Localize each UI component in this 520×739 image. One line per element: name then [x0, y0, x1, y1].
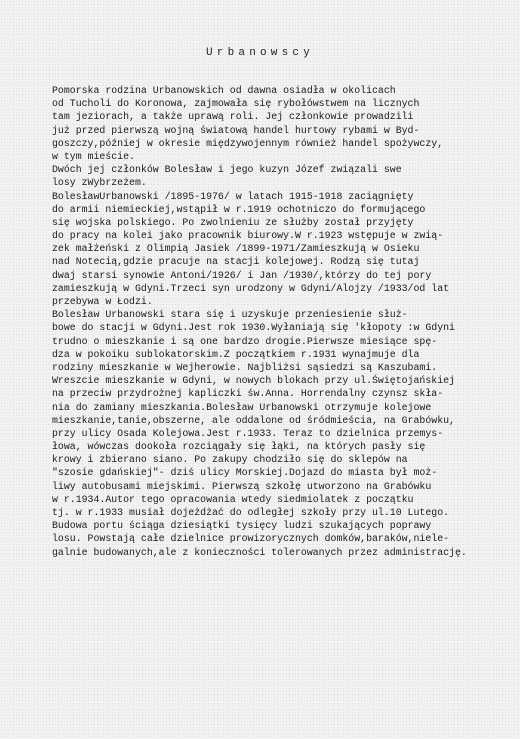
text-line: przebywa w Łodzi.	[52, 296, 153, 307]
text-line: bowe do stacji w Gdyni.Jest rok 1930.Wyłaniają się 'kłopoty :w Gdyni	[52, 322, 455, 334]
text-line: losy zWybrzeżem.	[52, 177, 147, 189]
text-line: Pomorska rodzina Urbanowskich od dawna osiadła w okolicach	[52, 85, 396, 96]
text-line: się wojska polskiego. Po zwolnieniu ze służby został przyjęty	[52, 216, 414, 228]
text-line: przy ulicy Osada Kolejowa.Jest r.1933. Teraz to dzielnica przemys-	[52, 427, 444, 439]
text-line: tj. w r.1933 musiał dojeżdżać do odległej szkoły przy ul.10 Lutego.	[52, 507, 450, 518]
text-line: tam jeziorach, a także uprawą roli. Jej członkowie prowadzili	[52, 111, 414, 123]
text-line: liwy autobusami miejskimi. Pierwszą szkołę utworzono na Grabówku	[52, 480, 432, 492]
text-line: "szosie gdańskiej"- dziś ulicy Morskiej.Dojazd do miasta był moż-	[52, 467, 438, 479]
text-line: do pracy na kolei jako pracownik biurowy.W r.1923 wstępuje w zwią-	[52, 230, 444, 242]
text-line: od Tucholi do Koronowa, zajmowała się rybołówstwem na licznych	[52, 98, 420, 110]
text-line: galnie budowanych,ale z konieczności tolerowanych przez administrację.	[52, 546, 467, 558]
text-line: zamieszkują w Gdyni.Trzeci syn urodzony w Gdyni/Alojzy /1933/od lat	[52, 282, 450, 294]
text-line: nad Notecią,gdzie pracuje na stacji kolejowej. Rodzą się tutaj	[52, 256, 420, 268]
text-line: w r.1934.Autor tego opracowania wtedy siedmiolatek z początku	[52, 493, 414, 505]
text-line: losu. Powstają całe dzielnice prowizorycznych domków,baraków,niele-	[52, 533, 450, 545]
document-body	[52, 84, 512, 559]
text-line: goszczy,później w okresie międzywojennym również handel spożywczy,	[52, 137, 444, 149]
text-line: na przeciw przydrożnej kapliczki św.Anna. Horrendalny czynsz skła-	[52, 388, 444, 400]
text-line: BolesławUrbanowski /1895-1976/ w latach 1915-1918 zaciągnięty	[52, 190, 414, 202]
text-line: dza w pokoiku sublokatorskim.Z początkiem r.1931 wynajmuje dla	[52, 348, 420, 360]
document-title: Urbanowscy	[205, 47, 314, 59]
text-line: łowa, wówczas dookoła rozciągały się łąki, na których pasły się	[52, 441, 426, 453]
text-line: Budowa portu ściąga dziesiątki tysięcy ludzi szukających poprawy	[52, 520, 432, 532]
text-line: w tym mieście.	[52, 150, 135, 162]
text-line: już przed pierwszą wojną światową handel hurtowy rybami w Byd-	[52, 124, 420, 136]
text-line: Bolesław Urbanowski stara się i uzyskuje przeniesienie służ-	[52, 309, 408, 321]
text-line: Dwóch jej członków Bolesław i jego kuzyn Józef związali swe	[52, 164, 402, 176]
text-line: Wreszcie mieszkanie w Gdyni, w nowych blokach przy ul.Świętojańskiej	[52, 375, 455, 387]
text-line: rodziny mieszkanie w Wejherowie. Najbliżsi sąsiedzi są Kaszubami.	[52, 361, 438, 373]
text-line: trudno o mieszkanie i są one bardzo drogie.Pierwsze miesiące spę-	[52, 335, 438, 347]
text-line: mieszkanie,tanie,obszerne, ale oddalone od śródmieścia, na Grabówku,	[52, 414, 455, 426]
text-line: do armii niemieckiej,wstąpił w r.1919 ochotniczo do formującego	[52, 203, 426, 215]
text-line: dwaj starsi synowie Antoni/1926/ i Jan /1930/,którzy do tej pory	[52, 269, 432, 281]
text-line: zek małżeński z Olimpią Jasiek /1899-1971/Zamieszkują w Osieku	[52, 243, 420, 255]
text-line: krowy i zbierano siano. Po zakupy chodziło się do sklepów na	[52, 454, 408, 466]
text-line: nia do zamiany mieszkania.Bolesław Urbanowski otrzymuje kolejowe	[52, 401, 432, 413]
